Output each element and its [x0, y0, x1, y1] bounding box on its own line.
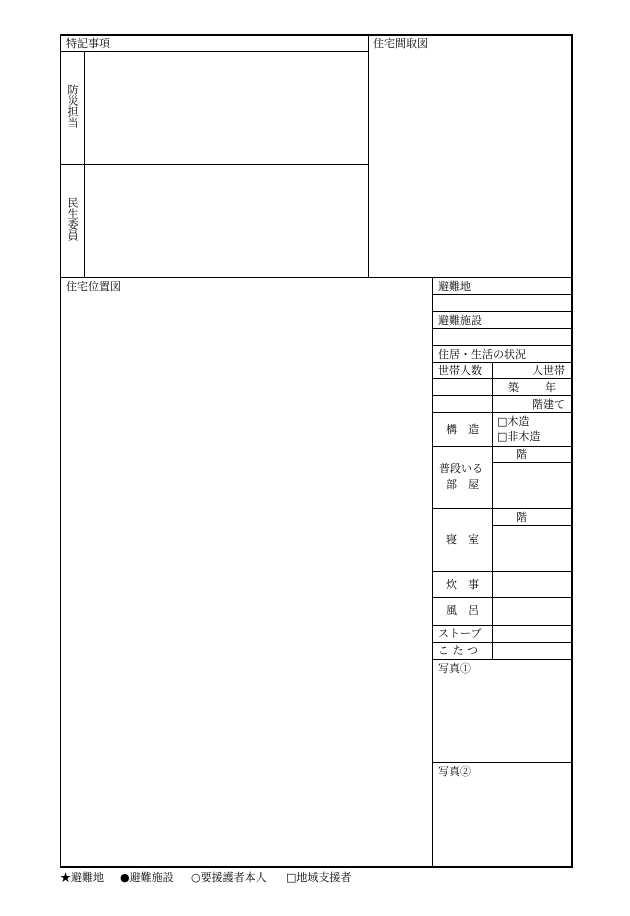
kotatsu-line — [432, 659, 572, 660]
usual-room-floor-line — [492, 462, 572, 463]
status-table-inner-divider — [492, 362, 493, 659]
special-notes-underline — [60, 51, 368, 52]
welfare-commissioner-label: 民生委員 — [66, 197, 79, 241]
legend-evacuation-site: ★避難地 — [60, 871, 104, 884]
bedroom-floor-unit: 階 — [516, 511, 527, 524]
structure-line — [432, 446, 572, 447]
top-section-bottom — [60, 277, 572, 278]
wooden-option: □木造 — [497, 415, 530, 428]
stories-line — [432, 412, 572, 413]
cooking-label: 炊 事 — [446, 578, 479, 591]
cooking-line — [432, 597, 572, 598]
bath-line — [432, 625, 572, 626]
usual-room-line — [432, 508, 572, 509]
bedroom-label: 寝 室 — [446, 533, 479, 546]
structure-label: 構 造 — [446, 423, 479, 436]
special-notes-title: 特記事項 — [66, 37, 110, 50]
photo-divider-line — [432, 762, 572, 763]
frame-bottom — [60, 866, 573, 868]
evac-site-line-2 — [432, 311, 572, 312]
living-status-line — [432, 362, 572, 363]
bedroom-floor-line — [492, 525, 572, 526]
photo2-label: 写真② — [438, 765, 471, 778]
household-line — [432, 378, 572, 379]
evacuation-facility-label: 避難施設 — [438, 314, 482, 327]
legend-person-needing-support: ○要援護者本人 — [191, 871, 267, 884]
stove-line — [432, 642, 572, 643]
frame-left — [60, 34, 61, 867]
evac-facility-line-2 — [432, 345, 572, 346]
legend-evacuation-facility: ●避難施設 — [120, 871, 174, 884]
usual-room-label-1: 普段いる — [439, 462, 483, 475]
living-status-label: 住居・生活の状況 — [438, 348, 526, 361]
household-unit: 人世帯 — [532, 364, 565, 377]
floor-plan-title: 住宅間取図 — [373, 37, 428, 50]
evacuation-site-label: 避難地 — [438, 280, 471, 293]
built-unit: 年 — [545, 381, 556, 394]
household-size-label: 世帯人数 — [438, 364, 482, 377]
right-panel-divider — [432, 277, 433, 867]
usual-room-label-2: 部 屋 — [446, 478, 479, 491]
photo1-label: 写真① — [438, 662, 471, 675]
bath-label: 風 呂 — [446, 604, 479, 617]
legend-community-supporter: □地域支援者 — [286, 871, 352, 884]
disaster-officer-label: 防災担当 — [66, 84, 79, 128]
notes-mid-line — [60, 164, 368, 165]
frame-top — [60, 34, 573, 36]
bedroom-line — [432, 571, 572, 572]
frame-right — [571, 34, 573, 867]
stories-unit: 階建て — [532, 398, 565, 411]
top-divider — [368, 34, 369, 278]
location-map-title: 住宅位置図 — [66, 280, 121, 293]
built-label: 築 — [508, 381, 519, 394]
evac-facility-line-1 — [432, 328, 572, 329]
kotatsu-label: こ た つ — [438, 644, 478, 657]
usual-room-floor-unit: 階 — [516, 448, 527, 461]
non-wooden-option: □非木造 — [497, 430, 541, 443]
built-line — [432, 395, 572, 396]
stove-label: ストーブ — [438, 627, 482, 640]
evac-site-line-1 — [432, 294, 572, 295]
